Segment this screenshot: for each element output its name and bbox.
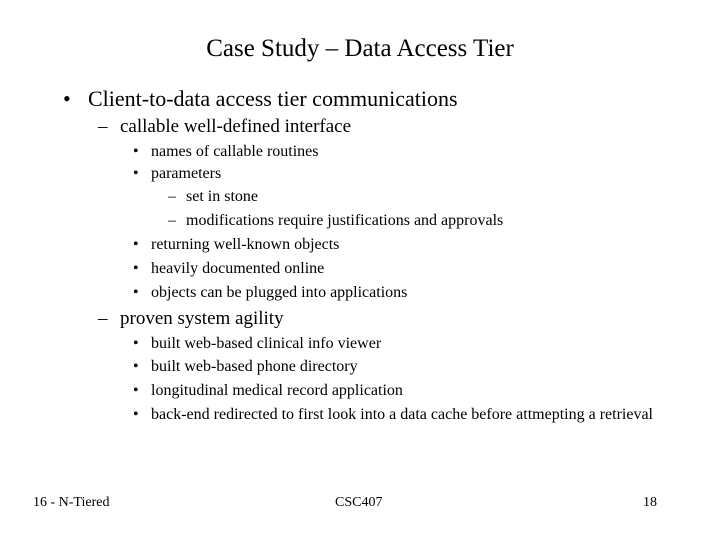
subbullet-callable-interface: callable well-defined interface	[120, 116, 352, 137]
dash-marker: –	[168, 212, 176, 229]
item-parameters: parameters	[151, 165, 222, 182]
item-phone-directory: built web-based phone directory	[151, 358, 358, 375]
bullet-client-to-data: Client-to-data access tier communications	[88, 86, 458, 111]
bullet-marker: •	[63, 86, 71, 111]
dash-marker: –	[98, 308, 108, 329]
subbullet-proven-agility: proven system agility	[120, 308, 284, 329]
bullet-marker: •	[133, 143, 139, 160]
footer-center: CSC407	[335, 495, 383, 510]
item-modifications: modifications require justifications and approvals	[186, 212, 504, 229]
bullet-marker: •	[133, 284, 139, 301]
dash-marker: –	[168, 188, 176, 205]
bullet-marker: •	[133, 260, 139, 277]
item-names-of-routines: names of callable routines	[151, 143, 319, 160]
item-plugged-into-apps: objects can be plugged into applications	[151, 284, 408, 301]
bullet-marker: •	[133, 406, 139, 423]
footer-left: 16 - N-Tiered	[33, 495, 110, 510]
item-set-in-stone: set in stone	[186, 188, 258, 205]
bullet-marker: •	[133, 335, 139, 352]
item-backend-cache: back-end redirected to first look into a data cache before attmepting a retrieval	[151, 406, 653, 423]
slide-title: Case Study – Data Access Tier	[206, 35, 514, 62]
bullet-marker: •	[133, 358, 139, 375]
footer-page-number: 18	[643, 495, 657, 510]
item-medical-record: longitudinal medical record application	[151, 382, 403, 399]
item-returning-objects: returning well-known objects	[151, 236, 340, 253]
item-documented-online: heavily documented online	[151, 260, 325, 277]
bullet-marker: •	[133, 236, 139, 253]
bullet-marker: •	[133, 382, 139, 399]
item-clinical-viewer: built web-based clinical info viewer	[151, 335, 382, 352]
bullet-marker: •	[133, 165, 139, 182]
dash-marker: –	[98, 116, 108, 137]
